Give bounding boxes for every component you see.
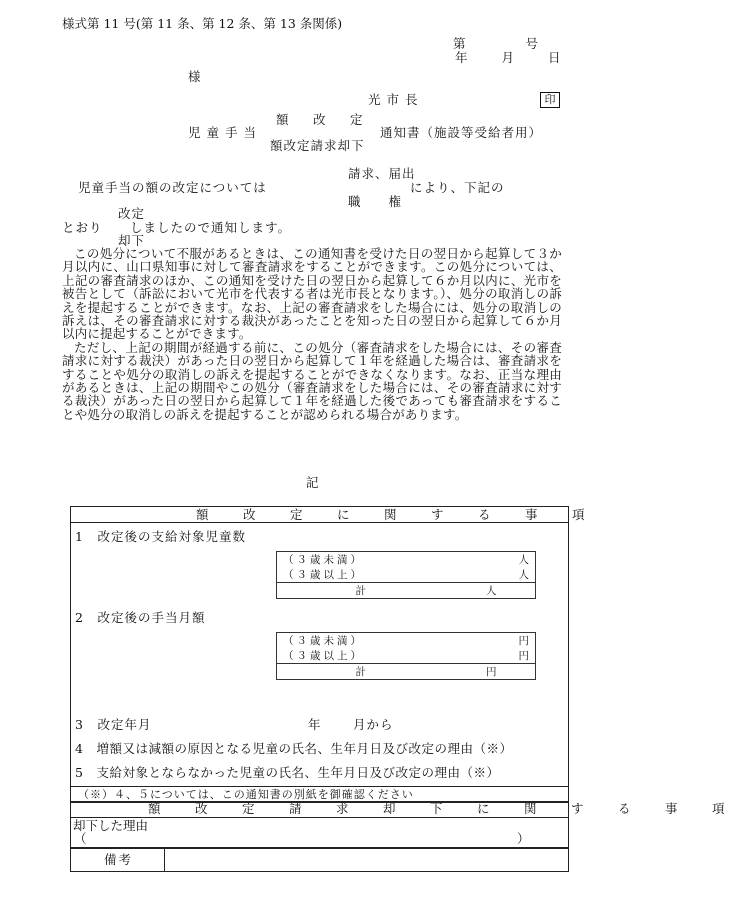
statement-torori: とおり bbox=[62, 220, 103, 235]
item-5-label: 5 支給対象とならなかった児童の氏名、生年月日及び改定の理由（※） bbox=[75, 765, 500, 780]
row-unit: 人 bbox=[518, 569, 529, 581]
title-line-1: 額 改 定 bbox=[276, 112, 369, 127]
table-row bbox=[277, 552, 536, 568]
total-unit: 円 bbox=[486, 666, 497, 678]
total-unit: 人 bbox=[486, 585, 497, 597]
item-3-year: 年 bbox=[308, 717, 321, 732]
row-unit: 円 bbox=[518, 635, 529, 647]
statement-result-rejection: 却下 bbox=[118, 233, 146, 248]
ki-marker: 記 bbox=[306, 475, 319, 490]
row-label: （３歳未満） bbox=[283, 554, 364, 566]
document-number: 第 号 bbox=[453, 36, 541, 51]
total-label: 計 bbox=[355, 666, 366, 678]
table-row bbox=[277, 648, 536, 664]
statement-option-ex-officio: 職 権 bbox=[348, 194, 403, 209]
seal-mark: 印 bbox=[540, 92, 560, 108]
row-unit: 人 bbox=[518, 554, 529, 566]
row-label: （３歳以上） bbox=[283, 650, 364, 662]
title-line-3: 額改定請求却下 bbox=[270, 138, 365, 153]
table-row bbox=[277, 583, 536, 599]
remarks-row bbox=[70, 848, 569, 872]
row-unit: 円 bbox=[518, 650, 529, 662]
statement-result-end: しましたので通知します。 bbox=[130, 220, 292, 235]
statement-option-request: 請求、届出 bbox=[348, 166, 416, 181]
addressee: 様 bbox=[188, 69, 201, 84]
item-3-month: 月から bbox=[353, 717, 394, 732]
table-row bbox=[277, 633, 536, 649]
paren-open: （ bbox=[74, 831, 87, 846]
statement-main: 児童手当の額の改定については bbox=[78, 180, 267, 195]
item-2-label: 2 改定後の手当月額 bbox=[75, 610, 206, 625]
rejection-reason-label: 却下した理由 bbox=[73, 818, 149, 833]
remarks-label: 備考 bbox=[104, 852, 134, 867]
statement-result-revision: 改定 bbox=[118, 206, 146, 221]
item-3-label: 3 改定年月 bbox=[75, 717, 152, 732]
title-suffix: 通知書（施設等受給者用） bbox=[380, 125, 543, 140]
children-count-table bbox=[276, 551, 536, 599]
issuer-name: 光市長 bbox=[368, 92, 424, 107]
total-label: 計 bbox=[355, 585, 366, 597]
note-text: （※）４、５については、この通知書の別紙を御確認ください bbox=[78, 788, 414, 801]
appeal-notice bbox=[62, 247, 562, 421]
statement-main-end: により、下記の bbox=[410, 180, 505, 195]
appeal-paragraph-1: この処分について不服があるときは、この通知書を受けた日の翌日から起算して３か月以内に、山口県知事に対して審査請求をすることができます。この処分については、上記の審査請求のほか、この通知を受けた日の翌日から起算して６か月以内に、光市を被告として（訴訟において光市を代表する者は光市長となります。）、処分の取消しの訴えを提起することができます。なお、上記の審査請求をした場合には、処分の取消しの訴えは、その審査請求に対する裁決があったことを知った日の翌日から起算して６か月以内に提起することができます。 bbox=[62, 246, 562, 342]
document-date: 年 月 日 bbox=[455, 50, 564, 65]
table-row bbox=[277, 664, 536, 680]
row-label: （３歳以上） bbox=[283, 569, 364, 581]
table-row bbox=[277, 567, 536, 583]
rejection-section-header: 額 改 定 請 求 却 下 に 関 す る 事 項 bbox=[148, 801, 736, 816]
item-1-label: 1 改定後の支給対象児童数 bbox=[75, 529, 246, 544]
appeal-paragraph-2: ただし、上記の期間が経過する前に、この処分（審査請求をした場合には、その審査請求に対する裁決）があった日の翌日から起算して１年を経過した場合は、審査請求をすることや処分の取消しの訴えを提起することができなくなります。なお、正当な理由があるときは、上記の期間やこの処分（審査請求をした場合には、その審査請求に対する裁決）があった日の翌日から起算して１年を経過した後であっても審査請求をすることや処分の取消しの訴えを提起することが認められる場合があります。 bbox=[62, 339, 562, 422]
row-label: （３歳未満） bbox=[283, 635, 364, 647]
paren-close: ） bbox=[517, 831, 530, 846]
item-4-label: 4 増額又は減額の原因となる児童の氏名、生年月日及び改定の理由（※） bbox=[75, 741, 513, 756]
monthly-amount-table bbox=[276, 632, 536, 680]
form-number: 様式第 11 号(第 11 条、第 12 条、第 13 条関係) bbox=[62, 16, 343, 31]
revision-section-header: 額 改 定 に 関 す る 事 項 bbox=[196, 507, 596, 522]
title-prefix: 児童手当 bbox=[188, 125, 263, 140]
